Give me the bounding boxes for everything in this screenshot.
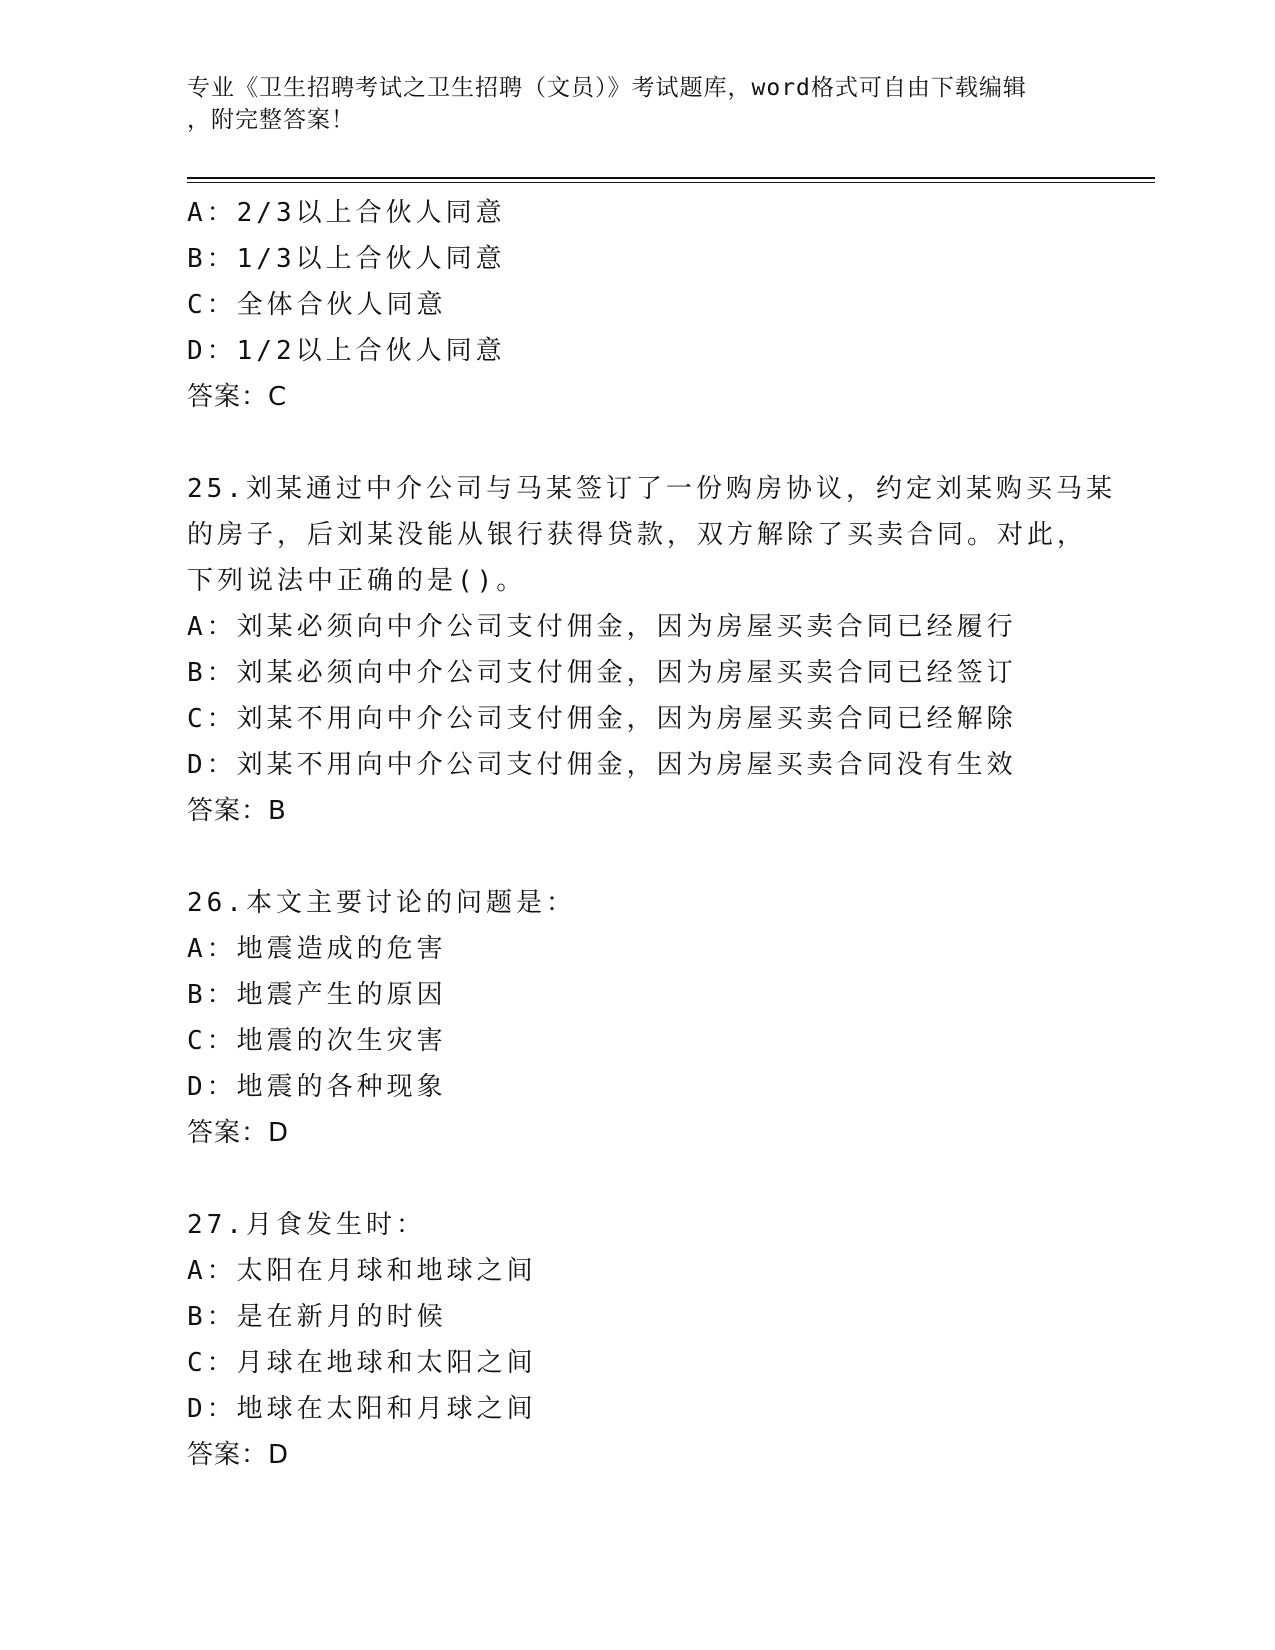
question-26 bbox=[187, 880, 1147, 1156]
answer-label: 答案： bbox=[187, 1440, 269, 1470]
question-stem: 的房子，后刘某没能从银行获得贷款，双方解除了买卖合同。对此， bbox=[187, 520, 1088, 550]
answer-value: C bbox=[268, 382, 288, 412]
option-a: A：2/3以上合伙人同意 bbox=[187, 198, 506, 228]
option-c: C：地震的次生灾害 bbox=[187, 1026, 447, 1056]
question-24 bbox=[187, 190, 1147, 420]
question-gap bbox=[187, 834, 1147, 880]
answer-value: D bbox=[268, 1118, 290, 1148]
option-a: A：刘某必须向中介公司支付佣金，因为房屋买卖合同已经履行 bbox=[187, 612, 1017, 642]
answer-label: 答案： bbox=[187, 382, 269, 412]
header-line-1: 专业《卫生招聘考试之卫生招聘（文员）》考试题库，word格式可自由下载编辑 bbox=[187, 75, 1027, 101]
answer-line bbox=[187, 1432, 1147, 1478]
answer-line bbox=[187, 1110, 1147, 1156]
answer-value: D bbox=[268, 1440, 290, 1470]
option-d: D：1/2以上合伙人同意 bbox=[187, 336, 506, 366]
document-header bbox=[187, 72, 1087, 136]
question-gap bbox=[187, 1156, 1147, 1202]
option-b: B：地震产生的原因 bbox=[187, 980, 447, 1010]
header-rule-thin bbox=[187, 182, 1155, 183]
question-25 bbox=[187, 466, 1147, 834]
answer-line bbox=[187, 374, 1147, 420]
question-list bbox=[187, 190, 1147, 1478]
option-b: B：是在新月的时候 bbox=[187, 1302, 447, 1332]
question-stem: 下列说法中正确的是()。 bbox=[187, 566, 527, 596]
question-27 bbox=[187, 1202, 1147, 1478]
option-c: C：月球在地球和太阳之间 bbox=[187, 1348, 537, 1378]
option-d: D：地震的各种现象 bbox=[187, 1072, 447, 1102]
answer-label: 答案： bbox=[187, 1118, 269, 1148]
answer-value: B bbox=[268, 796, 287, 826]
option-a: A：太阳在月球和地球之间 bbox=[187, 1256, 537, 1286]
question-stem: 26.本文主要讨论的问题是： bbox=[187, 888, 576, 918]
answer-line bbox=[187, 788, 1147, 834]
option-b: B：1/3以上合伙人同意 bbox=[187, 244, 506, 274]
option-a: A：地震造成的危害 bbox=[187, 934, 447, 964]
header-line-2: ，附完整答案！ bbox=[187, 107, 355, 133]
option-d: D：刘某不用向中介公司支付佣金，因为房屋买卖合同没有生效 bbox=[187, 750, 1017, 780]
option-d: D：地球在太阳和月球之间 bbox=[187, 1394, 537, 1424]
header-rule-thick bbox=[187, 177, 1155, 179]
option-c: C：全体合伙人同意 bbox=[187, 290, 447, 320]
option-c: C：刘某不用向中介公司支付佣金，因为房屋买卖合同已经解除 bbox=[187, 704, 1017, 734]
option-b: B：刘某必须向中介公司支付佣金，因为房屋买卖合同已经签订 bbox=[187, 658, 1017, 688]
question-stem: 27.月食发生时： bbox=[187, 1210, 426, 1240]
question-gap bbox=[187, 420, 1147, 466]
question-stem: 25.刘某通过中介公司与马某签订了一份购房协议，约定刘某购买马某 bbox=[187, 474, 1116, 504]
answer-label: 答案： bbox=[187, 796, 269, 826]
